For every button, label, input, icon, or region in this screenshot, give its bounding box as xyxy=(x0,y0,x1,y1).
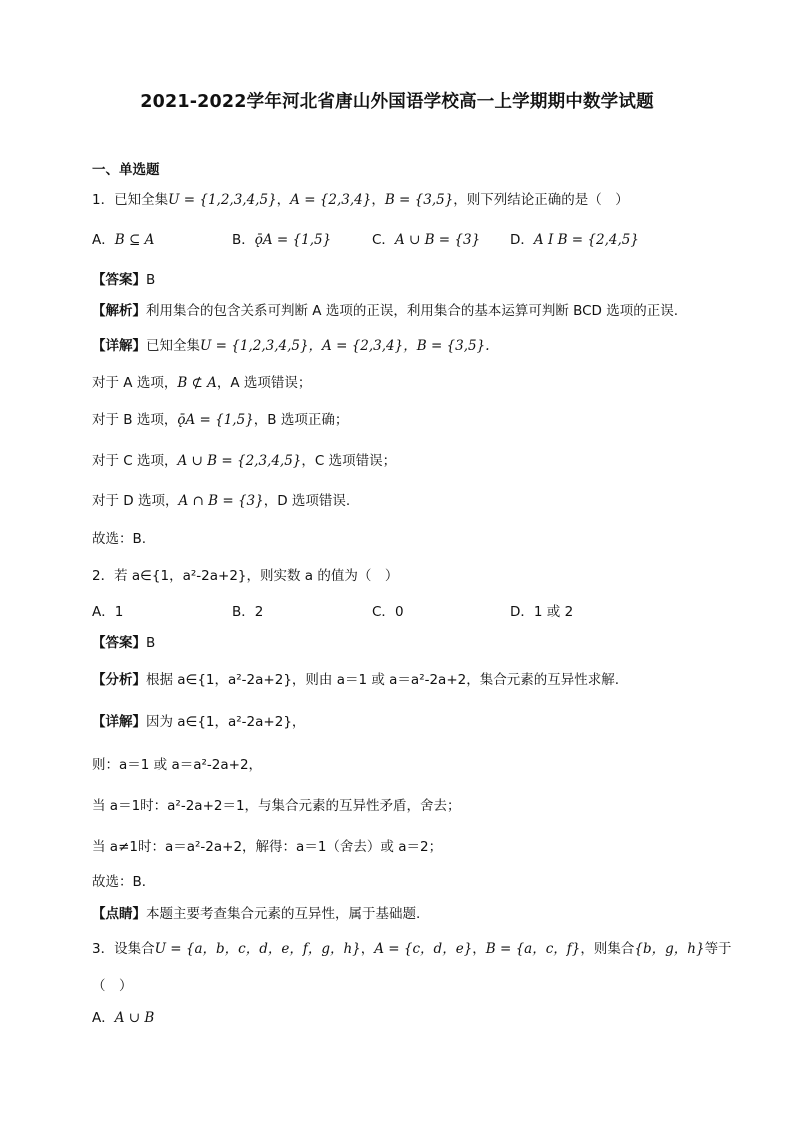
q2-detail xyxy=(92,713,305,731)
q1-stem xyxy=(92,191,629,209)
q2-option-c-label: C． xyxy=(372,604,395,620)
q2-line-1: 则：a＝1 或 a＝a²-2a+2， xyxy=(92,757,263,773)
q3-sep-1: ， xyxy=(360,941,375,957)
q1-line-d xyxy=(92,492,350,510)
q1-line-b-post: ，B 选项正确； xyxy=(253,412,349,428)
q3-stem-mid: ，则集合 xyxy=(580,941,635,957)
q1-line-b-pre: 对于 B 选项， xyxy=(92,412,178,428)
q2-option-d-label: D． xyxy=(510,604,534,620)
q1-analysis xyxy=(92,302,678,320)
q1-line-c-post: ，C 选项错误； xyxy=(301,453,397,469)
q2-answer-value: B xyxy=(146,635,156,651)
q1-option-a xyxy=(92,231,154,249)
q1-line-d-pre: 对于 D 选项， xyxy=(92,493,179,509)
q1-stem-prefix: 1．已知全集 xyxy=(92,192,169,208)
q2-option-c-value: 0 xyxy=(394,604,404,620)
q3-set-u: U = {a，b，c，d，e，f，g，h} xyxy=(154,941,361,957)
q2-detail-text: 因为 a∈{1，a²-2a+2}， xyxy=(146,714,306,730)
q1-line-c-pre: 对于 C 选项， xyxy=(92,453,178,469)
q2-option-b-label: B． xyxy=(232,604,255,620)
q2-analysis xyxy=(92,671,619,689)
q2-choose: 故选：B． xyxy=(92,874,156,890)
q1-line-a-post: ，A 选项错误； xyxy=(216,375,312,391)
q1-option-a-math: B ⊆ A xyxy=(114,232,155,248)
q1-answer xyxy=(92,271,155,289)
q1-sep-1: ， xyxy=(276,192,291,208)
q2-comment-text: 本题主要考查集合元素的互异性，属于基础题. xyxy=(146,906,421,922)
q1-option-b-math: ǭA = {1,5} xyxy=(254,232,332,248)
q1-set-a: A = {2,3,4} xyxy=(290,192,372,208)
q2-option-b xyxy=(232,603,263,621)
q1-option-b xyxy=(232,231,331,249)
q2-analysis-text: 根据 a∈{1，a²-2a+2}，则由 a＝1 或 a＝a²-2a+2，集合元素的互异性求解. xyxy=(146,672,620,688)
q2-option-c xyxy=(372,603,404,621)
q2-option-a-label: A． xyxy=(92,604,115,620)
q1-option-c xyxy=(372,231,480,249)
q1-stem-suffix: ，则下列结论正确的是（ ） xyxy=(453,192,629,208)
q1-detail-text: 已知全集 xyxy=(146,338,200,354)
q1-detail-sets: U = {1,2,3,4,5}，A = {2,3,4}，B = {3,5}. xyxy=(200,338,490,354)
q2-answer xyxy=(92,634,155,652)
q2-option-a xyxy=(92,603,123,621)
q1-line-a xyxy=(92,374,311,392)
q3-sep-2: ， xyxy=(472,941,486,957)
q1-set-u: U = {1,2,3,4,5} xyxy=(168,192,277,208)
q1-option-a-label: A． xyxy=(92,232,115,248)
q1-option-d xyxy=(510,231,639,249)
q1-sep-2: ， xyxy=(371,192,385,208)
q1-option-c-math: A ∪ B = {3} xyxy=(394,232,481,248)
q2-line-3: 当 a≠1时：a＝a²-2a+2，解得：a＝1（舍去）或 a＝2； xyxy=(92,839,443,855)
q3-stem xyxy=(92,940,732,958)
q2-option-b-value: 2 xyxy=(254,604,264,620)
q1-answer-tag: 【答案】 xyxy=(92,272,146,288)
q3-option-a xyxy=(92,1009,154,1027)
q2-stem: 2．若 a∈{1，a²-2a+2}，则实数 a 的值为（ ） xyxy=(92,568,399,584)
q1-line-d-math: A ∩ B = {3} xyxy=(178,493,264,509)
q2-comment xyxy=(92,905,420,923)
q1-analysis-tag: 【解析】 xyxy=(92,303,146,319)
q3-paren: （ ） xyxy=(92,978,133,994)
q3-set-b: B = {a，c，f} xyxy=(485,941,581,957)
q1-line-a-math: B ⊄ A xyxy=(177,375,217,391)
q1-answer-value: B xyxy=(146,272,156,288)
q3-set-a: A = {c，d，e} xyxy=(374,941,473,957)
q1-detail xyxy=(92,337,490,355)
q3-option-a-math: A ∪ B xyxy=(114,1010,155,1026)
q2-analysis-tag: 【分析】 xyxy=(92,672,146,688)
q1-set-b: B = {3,5} xyxy=(384,192,454,208)
q1-line-c-math: A ∪ B = {2,3,4,5} xyxy=(177,453,302,469)
q1-line-d-post: ，D 选项错误. xyxy=(263,493,351,509)
q1-line-c xyxy=(92,452,396,470)
q1-analysis-text: 利用集合的包含关系可判断 A 选项的正误，利用集合的基本运算可判断 BCD 选项的正误. xyxy=(146,303,679,319)
q1-line-b-math: ǭA = {1,5} xyxy=(177,412,254,428)
section-heading: 一、单选题 xyxy=(92,162,160,178)
q3-set-target: {b，g，h} xyxy=(634,941,705,957)
q1-choose: 故选：B. xyxy=(92,531,147,547)
q2-option-d-value: 1 或 2 xyxy=(533,604,574,620)
q1-detail-tag: 【详解】 xyxy=(92,338,146,354)
q3-option-a-label: A． xyxy=(92,1010,115,1026)
q2-answer-tag: 【答案】 xyxy=(92,635,146,651)
q1-option-c-label: C． xyxy=(372,232,395,248)
q3-stem-suffix: 等于 xyxy=(704,941,732,957)
q2-comment-tag: 【点睛】 xyxy=(92,906,146,922)
q2-option-d xyxy=(510,603,573,621)
q2-line-2: 当 a＝1时：a²-2a+2＝1，与集合元素的互异性矛盾，舍去； xyxy=(92,798,461,814)
q1-line-a-pre: 对于 A 选项， xyxy=(92,375,178,391)
page-title: 2021-2022学年河北省唐山外国语学校高一上学期期中数学试题 xyxy=(140,92,654,112)
q1-option-d-label: D． xyxy=(510,232,534,248)
q2-detail-tag: 【详解】 xyxy=(92,714,146,730)
q1-option-b-label: B． xyxy=(232,232,255,248)
q3-stem-prefix: 3．设集合 xyxy=(92,941,155,957)
q1-option-d-math: A I B = {2,4,5} xyxy=(533,232,639,248)
q2-option-a-value: 1 xyxy=(114,604,124,620)
q1-line-b xyxy=(92,411,348,429)
